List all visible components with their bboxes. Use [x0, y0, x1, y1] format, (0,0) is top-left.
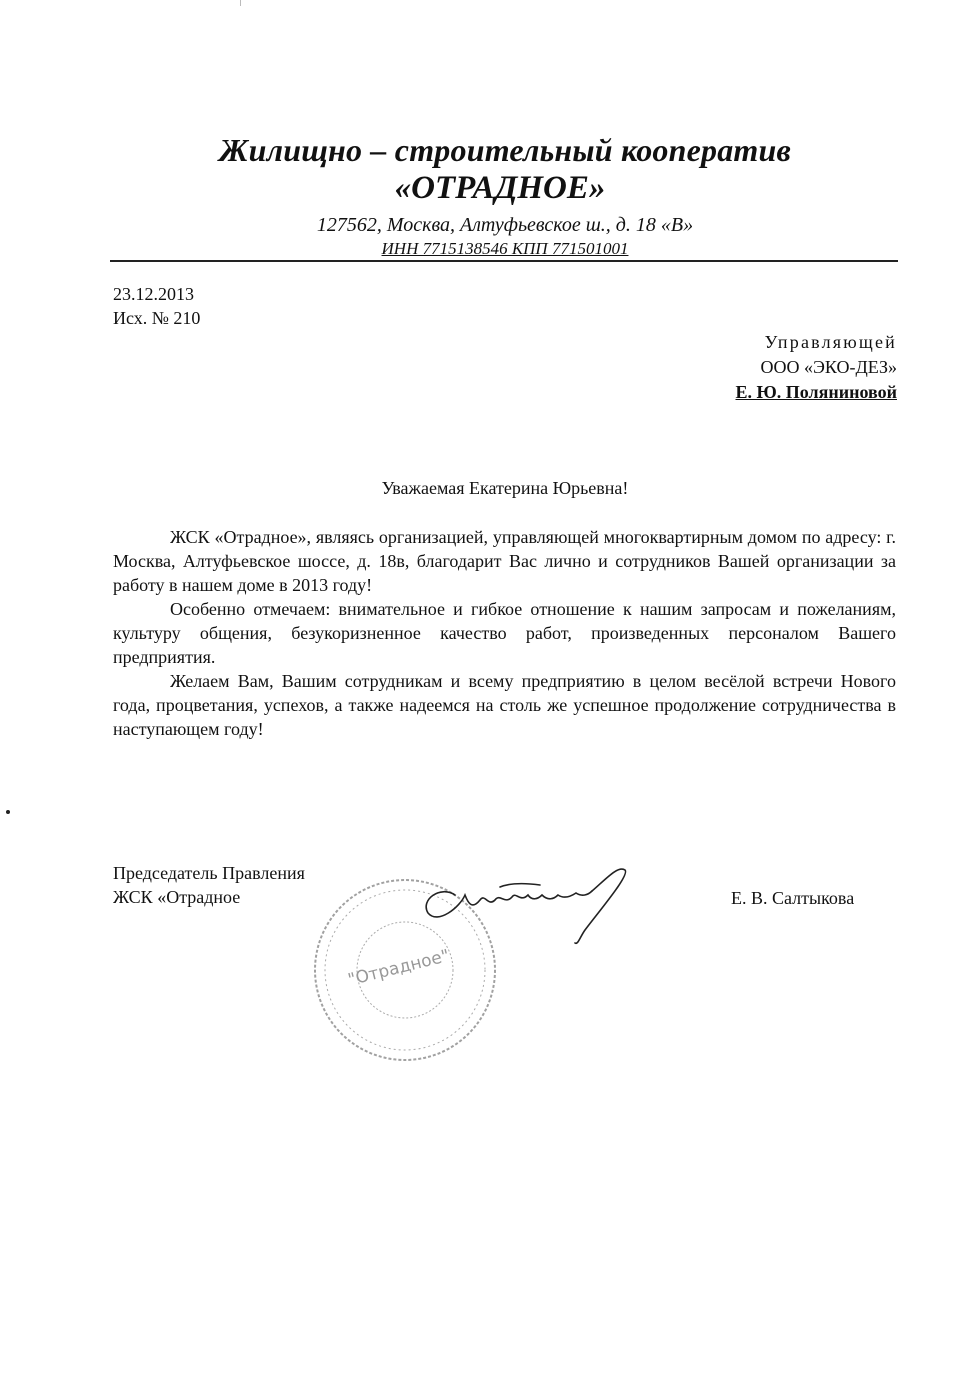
scan-mark: [240, 0, 241, 6]
recipient-company: ООО «ЭКО-ДЕЗ»: [760, 357, 897, 377]
signatory-title: [113, 861, 305, 909]
scan-speck: [6, 810, 10, 814]
letter-date: 23.12.2013: [113, 284, 194, 304]
recipient-name-wrap: [735, 380, 897, 404]
stamp-and-signature: [300, 855, 660, 1065]
letter-ref-number: Исх. № 210: [113, 308, 201, 328]
letter-body: [113, 525, 896, 741]
recipient-position: [765, 330, 897, 354]
org-address: 127562, Москва, Алтуфьевское ш., д. 18 «В»: [316, 214, 694, 236]
signatory-title-line-1: Председатель Правления: [113, 863, 305, 883]
body-paragraph-3: Желаем Вам, Вашим сотрудникам и всему предприятию в целом весёлой встречи Нового года, процветания, успехов, а также надеемся на столь же успешное продолжение сотрудничества в наступающем году!: [113, 671, 896, 739]
signatory-title-line-2: ЖСК «Отрадное: [113, 887, 241, 907]
letterhead-divider: [110, 260, 898, 262]
handwritten-signature: [426, 869, 625, 943]
salutation: Уважаемая Екатерина Юрьевна!: [381, 478, 629, 498]
recipient-position-text: Управляющей: [764, 332, 897, 352]
org-short-name: «ОТРАДНОЕ»: [394, 170, 606, 206]
org-tax-ids: [0, 239, 972, 259]
signer-name: Е. В. Салтыкова: [731, 888, 855, 908]
body-paragraph-1: ЖСК «Отрадное», являясь организацией, управляющей многоквартирным домом по адресу: г. Москва, Алтуфьевское шоссе, д. 18в, благодарит Вас лично и сотрудников Вашей организации за работу в нашем доме в 2013 году!: [113, 527, 896, 595]
org-tax-ids-text: ИНН 7715138546 КПП 771501001: [381, 239, 629, 258]
stamp-text: "Отрадное": [345, 945, 452, 991]
recipient-name: Е. Ю. Поляниновой: [735, 382, 897, 402]
org-name: Жилищно – строительный кооператив: [219, 132, 791, 168]
body-paragraph-2: Особенно отмечаем: внимательное и гибкое отношение к нашим запросам и пожеланиям, культуру общения, безукоризненное качество работ, произведенных персоналом Вашего предприятия.: [113, 599, 896, 667]
round-stamp: [315, 880, 495, 1060]
